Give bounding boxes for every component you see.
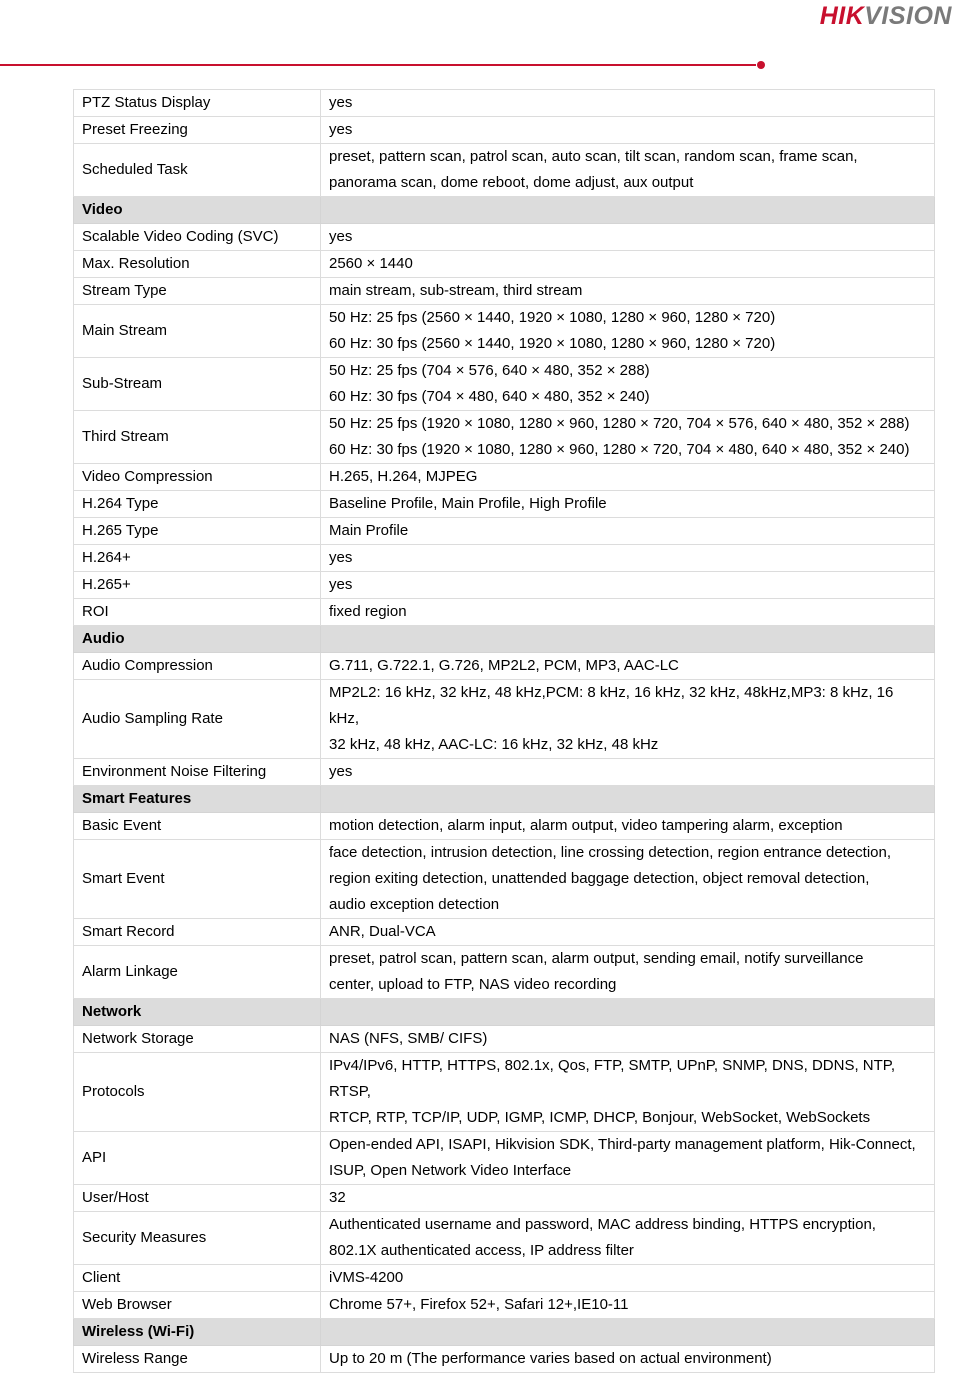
spec-row <box>74 599 935 626</box>
spec-value <box>321 1185 935 1212</box>
spec-row <box>74 840 935 919</box>
spec-value <box>321 117 935 144</box>
spec-row <box>74 117 935 144</box>
spec-label: Preset Freezing <box>74 117 321 144</box>
spec-value-line: preset, pattern scan, patrol scan, auto scan, tilt scan, random scan, frame scan, <box>329 148 858 165</box>
spec-value-line: panorama scan, dome reboot, dome adjust, aux output <box>329 174 694 191</box>
spec-value <box>321 1292 935 1319</box>
spec-value-line: 32 kHz, 48 kHz, AAC-LC: 16 kHz, 32 kHz, 48 kHz <box>329 736 659 753</box>
section-header-row <box>74 197 935 224</box>
spec-row <box>74 680 935 759</box>
spec-row <box>74 518 935 545</box>
spec-value <box>321 491 935 518</box>
spec-value-line: yes <box>329 763 353 780</box>
spec-value-line: Baseline Profile, Main Profile, High Profile <box>329 495 607 512</box>
spec-value-line: yes <box>329 94 353 111</box>
spec-row <box>74 1292 935 1319</box>
spec-value-line: 60 Hz: 30 fps (1920 × 1080, 1280 × 960, 1280 × 720, 704 × 480, 640 × 480, 352 × 240) <box>329 441 910 458</box>
spec-row <box>74 1265 935 1292</box>
spec-row <box>74 90 935 117</box>
spec-label: Client <box>74 1265 321 1292</box>
spec-row <box>74 813 935 840</box>
section-spacer <box>321 999 935 1026</box>
spec-label: Scheduled Task <box>74 144 321 197</box>
spec-value <box>321 1026 935 1053</box>
spec-value-line: 32 <box>329 1189 346 1206</box>
spec-row <box>74 946 935 999</box>
spec-value <box>321 305 935 358</box>
spec-row <box>74 464 935 491</box>
section-spacer <box>321 626 935 653</box>
spec-value-line: G.711, G.722.1, G.726, MP2L2, PCM, MP3, AAC-LC <box>329 657 679 674</box>
spec-row <box>74 278 935 305</box>
spec-value-line: yes <box>329 228 353 245</box>
spec-value-line: motion detection, alarm input, alarm output, video tampering alarm, exception <box>329 817 843 834</box>
spec-label: Environment Noise Filtering <box>74 759 321 786</box>
spec-label: Basic Event <box>74 813 321 840</box>
spec-label: Security Measures <box>74 1212 321 1265</box>
spec-row <box>74 358 935 411</box>
header-rule-dot <box>757 61 765 69</box>
spec-label: Smart Record <box>74 919 321 946</box>
spec-row <box>74 759 935 786</box>
spec-label: Main Stream <box>74 305 321 358</box>
spec-row <box>74 1132 935 1185</box>
spec-value <box>321 358 935 411</box>
spec-value <box>321 1132 935 1185</box>
spec-label: Audio Sampling Rate <box>74 680 321 759</box>
spec-value-line: Authenticated username and password, MAC address binding, HTTPS encryption, <box>329 1216 876 1233</box>
spec-value <box>321 1265 935 1292</box>
spec-value-line: Chrome 57+, Firefox 52+, Safari 12+,IE10-11 <box>329 1296 629 1313</box>
spec-value-line: 50 Hz: 25 fps (1920 × 1080, 1280 × 960, 1280 × 720, 704 × 576, 640 × 480, 352 × 288) <box>329 415 910 432</box>
spec-value <box>321 919 935 946</box>
spec-value-line: yes <box>329 576 353 593</box>
spec-value-line: ISUP, Open Network Video Interface <box>329 1162 572 1179</box>
spec-row <box>74 1053 935 1132</box>
spec-value-line: 802.1X authenticated access, IP address filter <box>329 1242 634 1259</box>
spec-value-line: RTCP, RTP, TCP/IP, UDP, IGMP, ICMP, DHCP, Bonjour, WebSocket, WebSockets <box>329 1109 871 1126</box>
spec-row <box>74 224 935 251</box>
spec-label: PTZ Status Display <box>74 90 321 117</box>
spec-value-line: Up to 20 m (The performance varies based on actual environment) <box>329 1350 772 1367</box>
spec-value <box>321 224 935 251</box>
spec-value-line: MP2L2: 16 kHz, 32 kHz, 48 kHz,PCM: 8 kHz, 16 kHz, 32 kHz, 48kHz,MP3: 8 kHz, 16 kHz, <box>329 684 894 727</box>
spec-row <box>74 305 935 358</box>
spec-row <box>74 1212 935 1265</box>
section-spacer <box>321 1319 935 1346</box>
spec-value <box>321 1053 935 1132</box>
spec-value <box>321 572 935 599</box>
spec-label: H.265 Type <box>74 518 321 545</box>
section-header-row <box>74 786 935 813</box>
section-header-row <box>74 626 935 653</box>
spec-value-line: fixed region <box>329 603 407 620</box>
section-spacer <box>321 786 935 813</box>
spec-value <box>321 545 935 572</box>
spec-label: Third Stream <box>74 411 321 464</box>
spec-value-line: center, upload to FTP, NAS video recording <box>329 976 617 993</box>
spec-table <box>73 89 935 1373</box>
spec-value-line: 50 Hz: 25 fps (704 × 576, 640 × 480, 352 × 288) <box>329 362 650 379</box>
spec-value-line: IPv4/IPv6, HTTP, HTTPS, 802.1x, Qos, FTP, SMTP, UPnP, SNMP, DNS, DDNS, NTP, RTSP, <box>329 1057 896 1100</box>
spec-label: Smart Event <box>74 840 321 919</box>
spec-value-line: yes <box>329 549 353 566</box>
spec-label: Audio Compression <box>74 653 321 680</box>
spec-value-line: H.265, H.264, MJPEG <box>329 468 478 485</box>
spec-value <box>321 90 935 117</box>
hikvision-logo <box>820 2 952 30</box>
spec-label: Video Compression <box>74 464 321 491</box>
spec-label: User/Host <box>74 1185 321 1212</box>
spec-value <box>321 653 935 680</box>
section-header-row <box>74 1319 935 1346</box>
spec-value <box>321 946 935 999</box>
spec-value-line: audio exception detection <box>329 896 500 913</box>
spec-row <box>74 653 935 680</box>
spec-value-line: 60 Hz: 30 fps (2560 × 1440, 1920 × 1080, 1280 × 960, 1280 × 720) <box>329 335 776 352</box>
section-title: Video <box>74 197 321 224</box>
spec-value-line: 2560 × 1440 <box>329 255 413 272</box>
spec-row <box>74 144 935 197</box>
spec-label: Sub-Stream <box>74 358 321 411</box>
section-title: Network <box>74 999 321 1026</box>
spec-label: Scalable Video Coding (SVC) <box>74 224 321 251</box>
spec-table-body <box>74 90 935 1373</box>
spec-value <box>321 251 935 278</box>
spec-label: Stream Type <box>74 278 321 305</box>
spec-label: ROI <box>74 599 321 626</box>
spec-value <box>321 278 935 305</box>
spec-row <box>74 1026 935 1053</box>
spec-value-line: yes <box>329 121 353 138</box>
logo-part-2: VISION <box>864 2 952 30</box>
spec-label: Alarm Linkage <box>74 946 321 999</box>
spec-value <box>321 759 935 786</box>
spec-value <box>321 680 935 759</box>
spec-row <box>74 1346 935 1373</box>
section-header-row <box>74 999 935 1026</box>
spec-label: H.264 Type <box>74 491 321 518</box>
spec-value-line: iVMS-4200 <box>329 1269 404 1286</box>
section-title: Smart Features <box>74 786 321 813</box>
spec-value-line: Main Profile <box>329 522 409 539</box>
spec-row <box>74 545 935 572</box>
spec-row <box>74 572 935 599</box>
spec-value <box>321 813 935 840</box>
spec-value-line: NAS (NFS, SMB/ CIFS) <box>329 1030 488 1047</box>
section-title: Audio <box>74 626 321 653</box>
spec-value <box>321 144 935 197</box>
spec-value <box>321 464 935 491</box>
spec-value-line: 60 Hz: 30 fps (704 × 480, 640 × 480, 352 × 240) <box>329 388 650 405</box>
spec-value-line: Open-ended API, ISAPI, Hikvision SDK, Third-party management platform, Hik-Connect, <box>329 1136 916 1153</box>
spec-label: H.265+ <box>74 572 321 599</box>
spec-value-line: 50 Hz: 25 fps (2560 × 1440, 1920 × 1080, 1280 × 960, 1280 × 720) <box>329 309 776 326</box>
spec-value-line: ANR, Dual-VCA <box>329 923 436 940</box>
spec-label: Network Storage <box>74 1026 321 1053</box>
spec-value <box>321 518 935 545</box>
spec-value <box>321 1212 935 1265</box>
section-spacer <box>321 197 935 224</box>
spec-label: API <box>74 1132 321 1185</box>
spec-label: Wireless Range <box>74 1346 321 1373</box>
logo-part-1: HIK <box>819 2 865 30</box>
spec-label: H.264+ <box>74 545 321 572</box>
spec-label: Max. Resolution <box>74 251 321 278</box>
spec-row <box>74 919 935 946</box>
spec-label: Protocols <box>74 1053 321 1132</box>
spec-value-line: face detection, intrusion detection, line crossing detection, region entrance detection, <box>329 844 892 861</box>
spec-row <box>74 251 935 278</box>
spec-value-line: preset, patrol scan, pattern scan, alarm output, sending email, notify surveillance <box>329 950 864 967</box>
spec-value <box>321 599 935 626</box>
header-rule <box>0 64 756 66</box>
spec-value-line: main stream, sub-stream, third stream <box>329 282 583 299</box>
spec-label: Web Browser <box>74 1292 321 1319</box>
section-title: Wireless (Wi-Fi) <box>74 1319 321 1346</box>
spec-value <box>321 1346 935 1373</box>
spec-value-line: region exiting detection, unattended baggage detection, object removal detection, <box>329 870 870 887</box>
spec-row <box>74 491 935 518</box>
spec-row <box>74 1185 935 1212</box>
spec-row <box>74 411 935 464</box>
spec-value <box>321 411 935 464</box>
spec-value <box>321 840 935 919</box>
